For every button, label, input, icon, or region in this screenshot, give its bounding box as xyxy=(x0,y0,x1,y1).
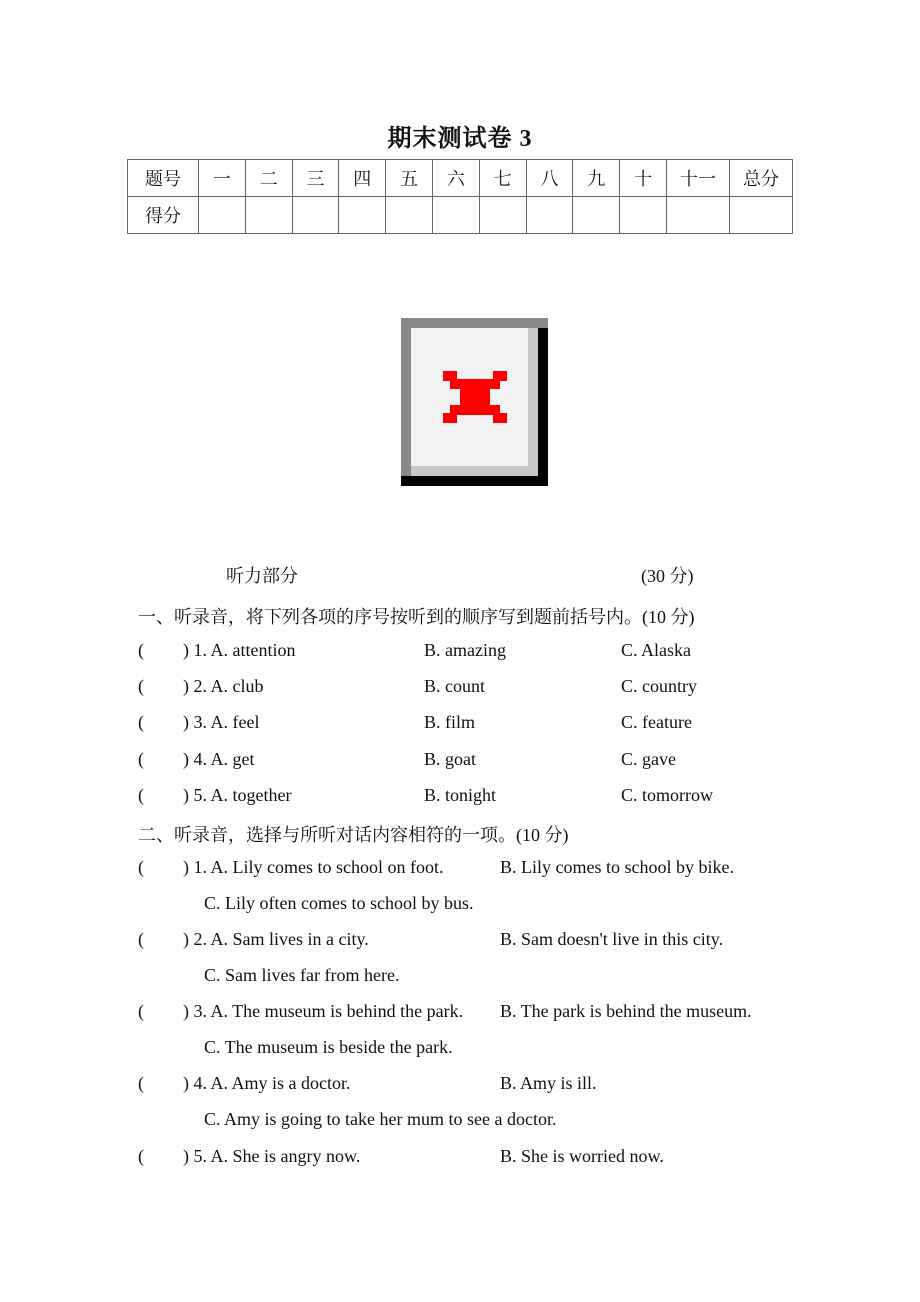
score-table-header-row xyxy=(128,160,793,197)
score-cell[interactable] xyxy=(292,197,339,234)
answer-paren[interactable]: ( xyxy=(138,1073,144,1093)
score-cell[interactable] xyxy=(620,197,667,234)
option-a: ) 1. A. attention xyxy=(183,640,296,660)
header-cell: 七 xyxy=(479,160,526,197)
header-cell: 九 xyxy=(573,160,620,197)
answer-paren[interactable]: ( xyxy=(138,1001,144,1021)
option-c: C. Lily often comes to school by bus. xyxy=(204,893,474,913)
option-b: B. tonight xyxy=(424,785,497,805)
option-c: C. gave xyxy=(621,749,676,769)
answer-paren[interactable]: ( xyxy=(138,749,144,769)
option-a: ) 2. A. club xyxy=(183,676,264,696)
part2-instruction: 二、听录音，选择与所听对话内容相符的一项。(10 分) xyxy=(138,825,569,845)
option-a: ) 4. A. get xyxy=(183,749,255,769)
option-c: C. Sam lives far from here. xyxy=(204,965,400,985)
header-cell: 十一 xyxy=(667,160,730,197)
page-title: 期末测试卷 3 xyxy=(387,126,533,152)
option-b: B. Lily comes to school by bike. xyxy=(500,857,734,877)
broken-image-red-x-icon xyxy=(443,371,507,423)
option-c: C. Amy is going to take her mum to see a doctor. xyxy=(204,1109,557,1129)
option-b: B. amazing xyxy=(424,640,506,660)
answer-paren[interactable]: ( xyxy=(138,785,144,805)
option-a: ) 5. A. together xyxy=(183,785,292,805)
answer-paren[interactable]: ( xyxy=(138,929,144,949)
score-table xyxy=(127,159,793,234)
header-cell: 题号 xyxy=(128,160,199,197)
answer-paren[interactable]: ( xyxy=(138,676,144,696)
option-b: B. goat xyxy=(424,749,476,769)
option-a: ) 1. A. Lily comes to school on foot. xyxy=(183,857,444,877)
part1-instruction: 一、听录音，将下列各项的序号按听到的顺序写到题前括号内。(10 分) xyxy=(138,607,695,627)
option-a: ) 3. A. The museum is behind the park. xyxy=(183,1001,464,1021)
score-cell[interactable] xyxy=(730,197,793,234)
header-cell: 五 xyxy=(386,160,433,197)
score-cell[interactable] xyxy=(432,197,479,234)
header-cell: 三 xyxy=(292,160,339,197)
row-label: 得分 xyxy=(128,197,199,234)
option-b: B. She is worried now. xyxy=(500,1146,664,1166)
option-c: C. country xyxy=(621,676,697,696)
answer-paren[interactable]: ( xyxy=(138,1146,144,1166)
score-cell[interactable] xyxy=(339,197,386,234)
header-cell: 总分 xyxy=(730,160,793,197)
header-cell: 八 xyxy=(526,160,573,197)
option-b: B. count xyxy=(424,676,485,696)
broken-image-placeholder xyxy=(401,318,548,486)
option-c: C. feature xyxy=(621,712,692,732)
score-cell[interactable] xyxy=(573,197,620,234)
option-c: C. The museum is beside the park. xyxy=(204,1037,453,1057)
answer-paren[interactable]: ( xyxy=(138,712,144,732)
option-b: B. film xyxy=(424,712,476,732)
option-c: C. tomorrow xyxy=(621,785,713,805)
option-b: B. Sam doesn't live in this city. xyxy=(500,929,724,949)
option-b: B. Amy is ill. xyxy=(500,1073,597,1093)
score-cell[interactable] xyxy=(479,197,526,234)
option-b: B. The park is behind the museum. xyxy=(500,1001,752,1021)
header-cell: 四 xyxy=(339,160,386,197)
header-cell: 一 xyxy=(199,160,246,197)
score-cell[interactable] xyxy=(386,197,433,234)
section-label: 听力部分 xyxy=(226,566,298,586)
option-c: C. Alaska xyxy=(621,640,691,660)
option-a: ) 5. A. She is angry now. xyxy=(183,1146,361,1166)
score-cell[interactable] xyxy=(667,197,730,234)
option-a: ) 4. A. Amy is a doctor. xyxy=(183,1073,351,1093)
option-a: ) 3. A. feel xyxy=(183,712,260,732)
score-cell[interactable] xyxy=(526,197,573,234)
header-cell: 六 xyxy=(432,160,479,197)
score-table-score-row xyxy=(128,197,793,234)
section-points: (30 分) xyxy=(641,566,694,586)
header-cell: 十 xyxy=(620,160,667,197)
answer-paren[interactable]: ( xyxy=(138,640,144,660)
score-cell[interactable] xyxy=(199,197,246,234)
header-cell: 二 xyxy=(245,160,292,197)
option-a: ) 2. A. Sam lives in a city. xyxy=(183,929,369,949)
score-cell[interactable] xyxy=(245,197,292,234)
answer-paren[interactable]: ( xyxy=(138,857,144,877)
